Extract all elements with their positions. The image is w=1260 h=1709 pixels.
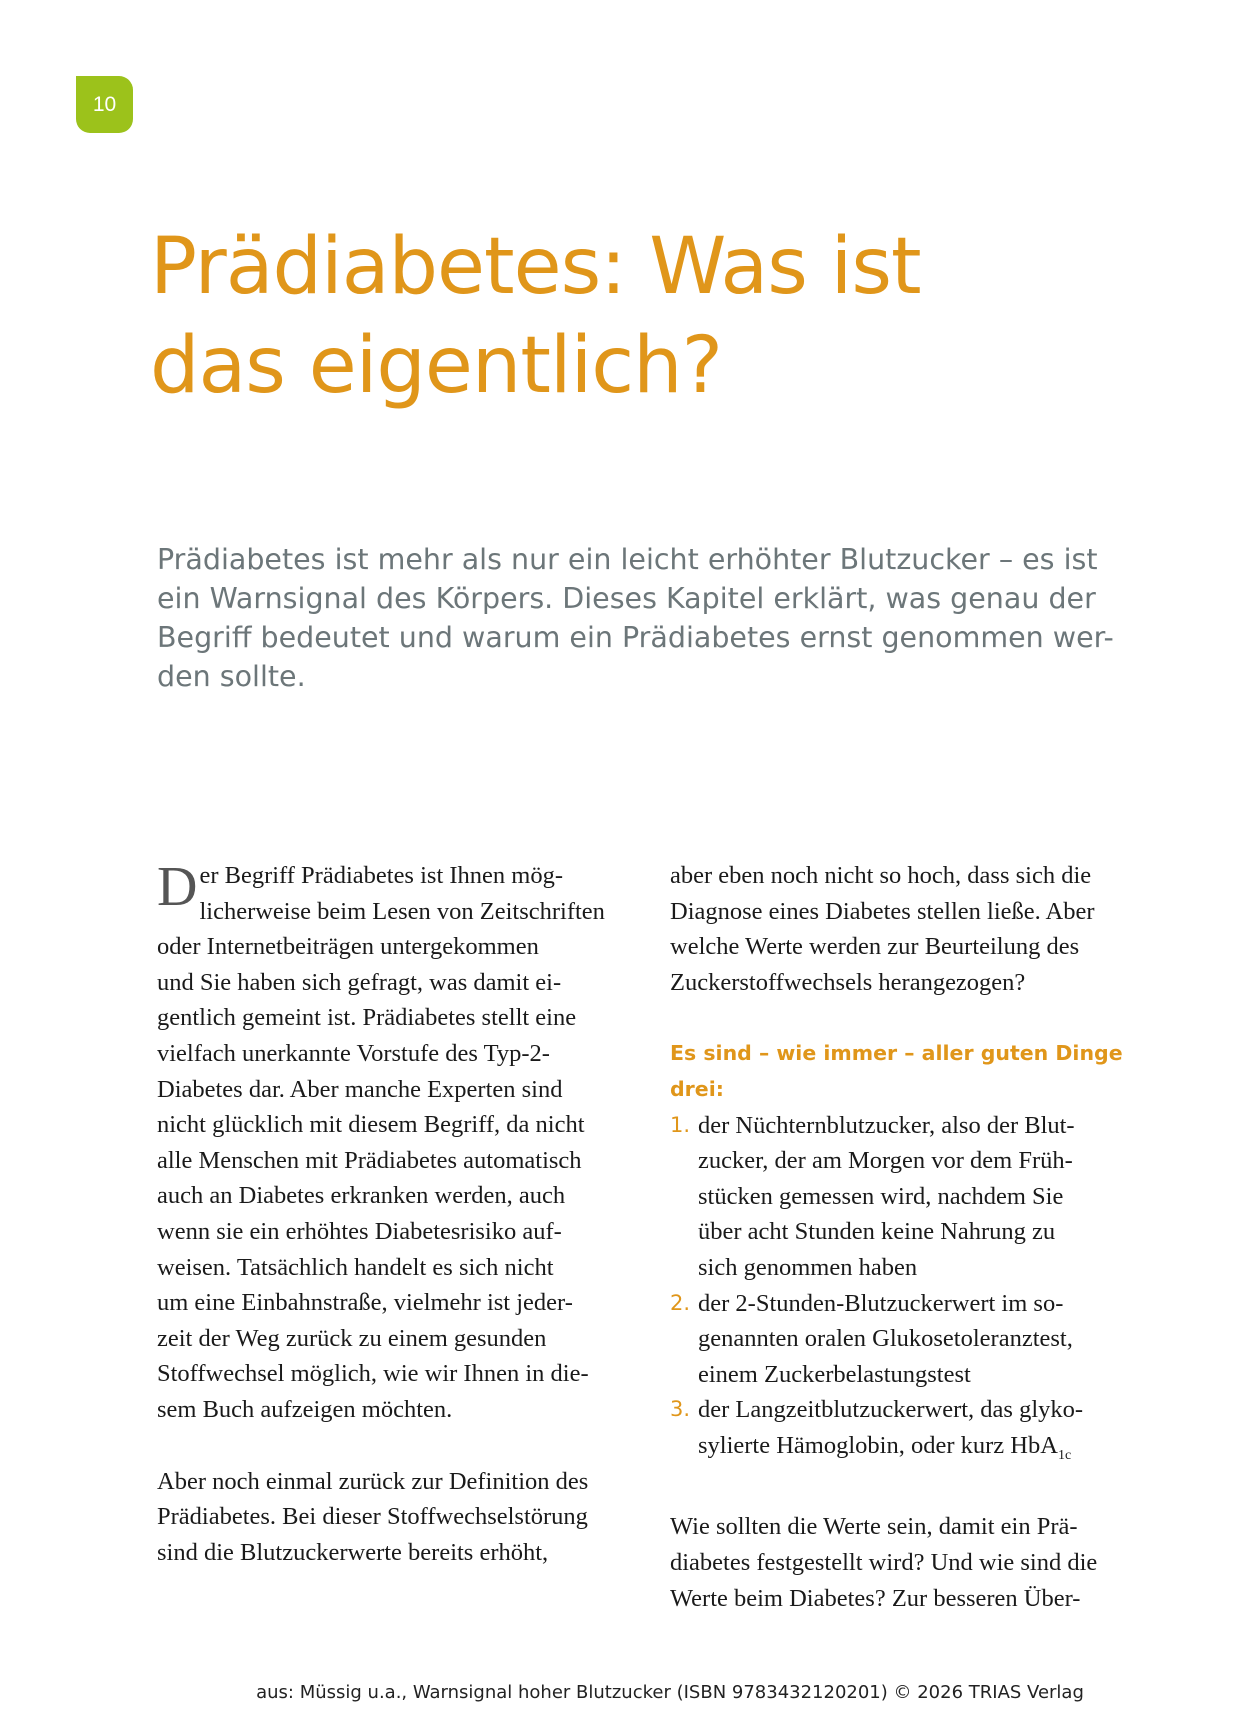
text-line: der 2-Stunden-Blutzuckerwert im so- (698, 1289, 1064, 1317)
drop-cap: D (157, 856, 198, 918)
text-line: Aber noch einmal zurück zur Definition des (157, 1467, 589, 1495)
text-line: der Langzeitblutzuckerwert, das glyko- (698, 1396, 1084, 1424)
intro-line: Begriff bedeutet und warum ein Prädiabetes ernst genommen wer- (157, 621, 1114, 654)
right-column (670, 858, 1150, 1616)
text-line: weisen. Tatsächlich handelt es sich nicht (157, 1253, 554, 1281)
text-line: zeit der Weg zurück zu einem gesunden (157, 1324, 547, 1352)
numbered-list (670, 1108, 1150, 1474)
text-line: auch an Diabetes erkranken werden, auch (157, 1182, 566, 1210)
text-line: diabetes festgestellt wird? Und wie sind die (670, 1548, 1098, 1576)
page-number-badge: 10 (76, 76, 133, 133)
text-line: gentlich gemeint ist. Prädiabetes stellt eine (157, 1004, 577, 1032)
paragraph-1 (157, 858, 637, 1428)
list-item (670, 1392, 1150, 1473)
text-line: sem Buch aufzeigen möchten. (157, 1395, 453, 1423)
list-number: 2. (670, 1290, 691, 1315)
intro-paragraph (157, 540, 1137, 696)
text-line: welche Werte werden zur Beurteilung des (670, 933, 1080, 961)
paragraph-1 (670, 858, 1150, 1000)
text-line: licherweise beim Lesen von Zeitschriften (199, 897, 605, 925)
paragraph-2 (157, 1464, 637, 1571)
paragraph-2 (670, 1509, 1150, 1616)
intro-line: Prädiabetes ist mehr als nur ein leicht erhöhter Blutzucker – es ist (157, 543, 1098, 576)
text-line: um eine Einbahnstraße, vielmehr ist jeder- (157, 1289, 573, 1317)
intro-line: ein Warnsignal des Körpers. Dieses Kapitel erklärt, was genau der (157, 582, 1096, 615)
text-line: stücken gemessen wird, nachdem Sie (698, 1182, 1064, 1210)
text-line: sylierte Hämoglobin, oder kurz HbA (698, 1431, 1058, 1459)
text-line: der Nüchternblutzucker, also der Blut- (698, 1111, 1075, 1139)
text-line: und Sie haben sich gefragt, was damit ei- (157, 968, 562, 996)
text-line: wenn sie ein erhöhtes Diabetesrisiko auf- (157, 1217, 562, 1245)
list-number: 1. (670, 1112, 691, 1137)
text-line: sind die Blutzuckerwerte bereits erhöht, (157, 1538, 549, 1566)
text-line: Wie sollten die Werte sein, damit ein Prä- (670, 1513, 1078, 1541)
chapter-title (150, 218, 1150, 416)
text-line: er Begriff Prädiabetes ist Ihnen mög- (199, 862, 563, 889)
text-line: alle Menschen mit Prädiabetes automatisch (157, 1146, 582, 1174)
text-line: Zuckerstoffwechsels herangezogen? (670, 968, 1026, 996)
text-line: über acht Stunden keine Nahrung zu (698, 1218, 1056, 1246)
text-line: aber eben noch nicht so hoch, dass sich die (670, 862, 1092, 889)
title-line: das eigentlich? (150, 321, 722, 411)
title-line: Prädiabetes: Was ist (150, 222, 921, 312)
list-heading: Es sind – wie immer – aller guten Dinge drei: (670, 1041, 1123, 1101)
copyright-footer: aus: Müssig u.a., Warnsignal hoher Blutzucker (ISBN 9783432120201) © 2026 TRIAS Verlag (256, 1682, 1084, 1703)
text-line: Diabetes dar. Aber manche Experten sind (157, 1075, 563, 1103)
text-line: Diagnose eines Diabetes stellen ließe. Aber (670, 897, 1095, 925)
intro-line: den sollte. (157, 660, 306, 693)
text-line: nicht glücklich mit diesem Begriff, da nicht (157, 1111, 585, 1139)
text-line: sich genommen haben (698, 1253, 918, 1281)
subscript: 1c (1057, 1447, 1072, 1463)
left-column (157, 858, 637, 1570)
text-line: einem Zuckerbelastungstest (698, 1360, 971, 1388)
text-line: oder Internetbeiträgen untergekommen (157, 933, 539, 961)
text-line: Prädiabetes. Bei dieser Stoffwechselstörung (157, 1503, 588, 1531)
text-line: vielfach unerkannte Vorstufe des Typ-2- (157, 1039, 550, 1067)
list-item (670, 1108, 1150, 1286)
text-line: genannten oralen Glukosetoleranztest, (698, 1325, 1073, 1353)
text-line: Stoffwechsel möglich, wie wir Ihnen in die- (157, 1360, 589, 1388)
list-item (670, 1286, 1150, 1393)
text-line: Werte beim Diabetes? Zur besseren Über- (670, 1584, 1081, 1612)
list-number: 3. (670, 1397, 691, 1422)
text-line: zucker, der am Morgen vor dem Früh- (698, 1147, 1073, 1175)
